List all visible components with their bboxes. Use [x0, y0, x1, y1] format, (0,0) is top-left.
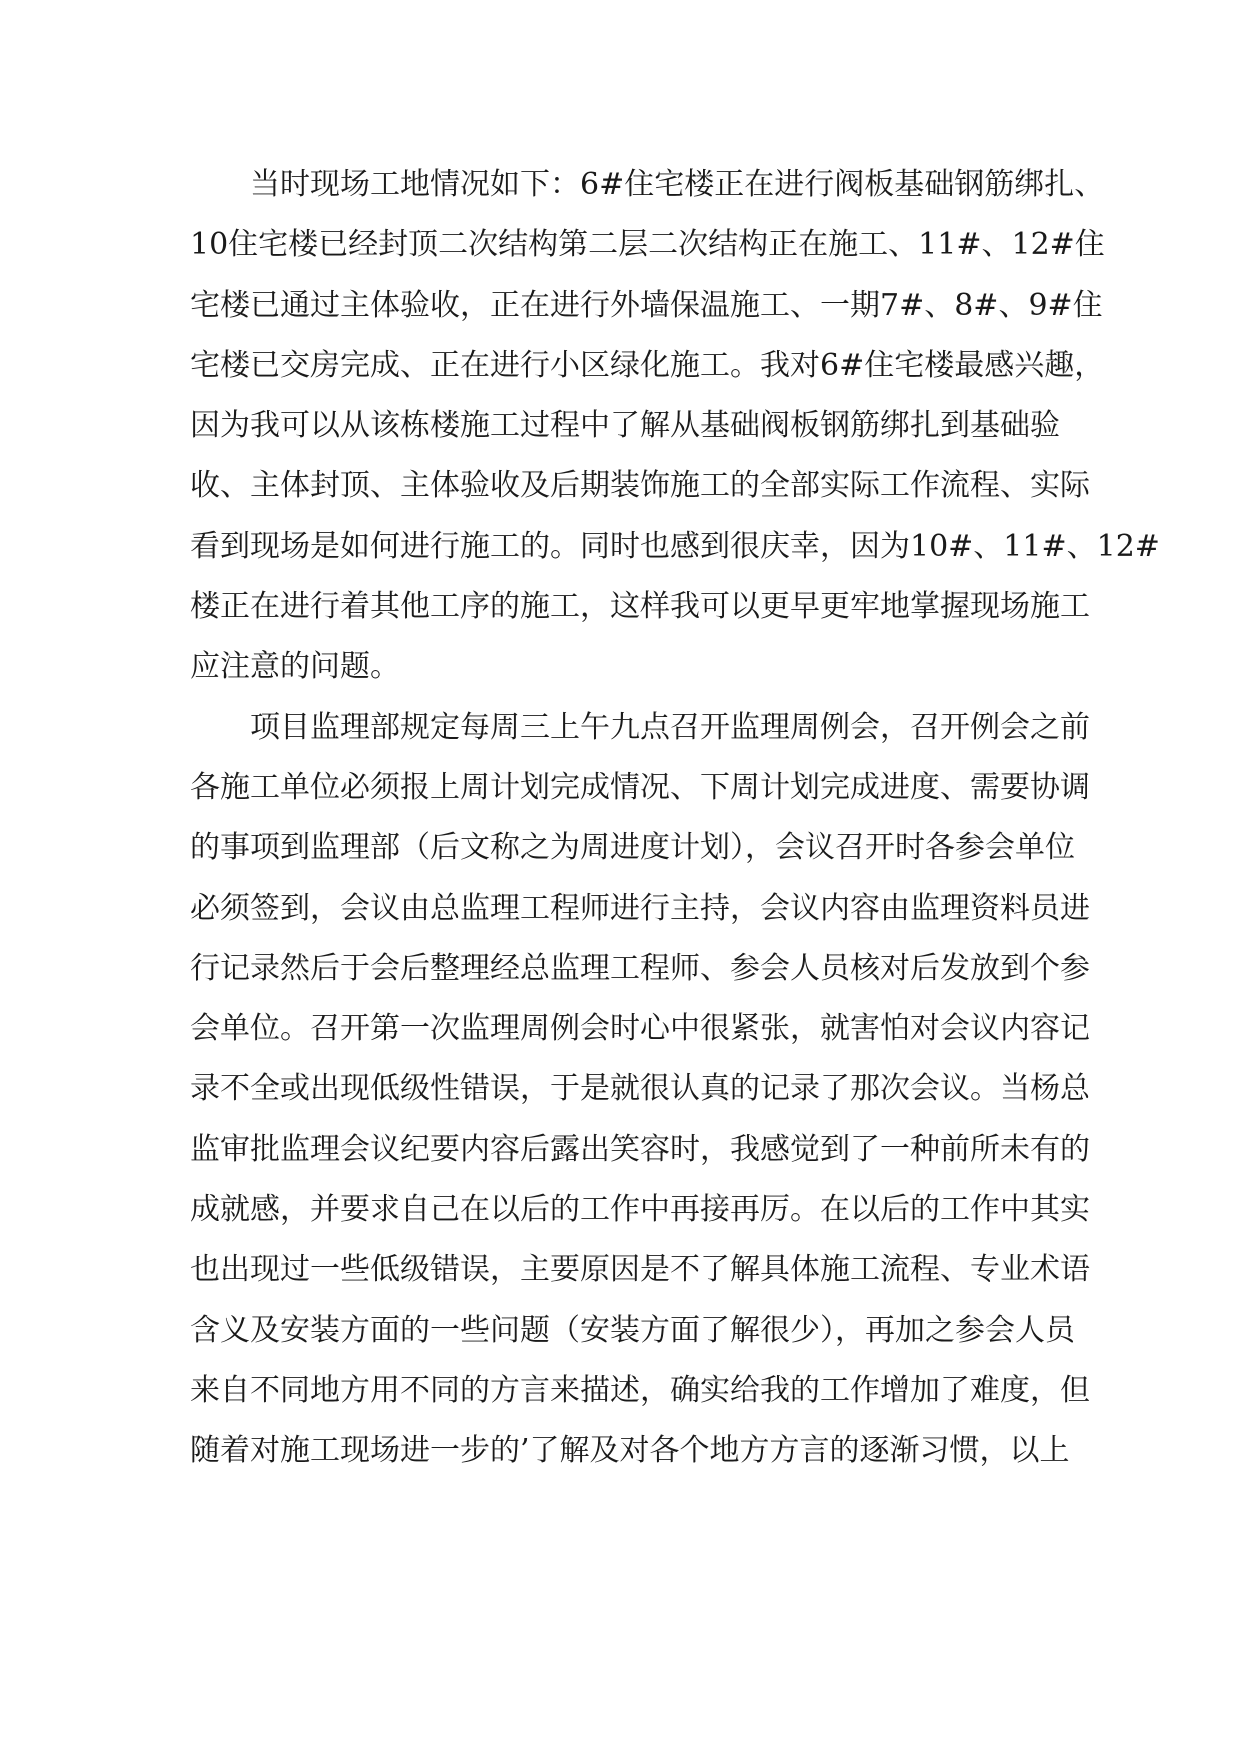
text-line: 来自不同地方用不同的方言来描述，确实给我的工作增加了难度，但 — [190, 1372, 1090, 1408]
text-line: 10住宅楼已经封顶二次结构第二层二次结构正在施工、11#、12#住 — [190, 227, 1105, 263]
text-line: 宅楼已通过主体验收，正在进行外墙保温施工、一期7#、8#、9#住 — [190, 287, 1103, 323]
text-line: 会单位。召开第一次监理周例会时心中很紧张，就害怕对会议内容记 — [190, 1011, 1090, 1047]
text-line: 成就感，并要求自己在以后的工作中再接再厉。在以后的工作中其实 — [190, 1192, 1090, 1228]
body-text — [190, 155, 1160, 1482]
text-line: 监审批监理会议纪要内容后露出笑容时，我感觉到了一种前所未有的 — [190, 1131, 1090, 1167]
text-line: 各施工单位必须报上周计划完成情况、下周计划完成进度、需要协调 — [190, 769, 1090, 805]
paragraph-site-conditions — [190, 155, 1160, 698]
text-line: 因为我可以从该栋楼施工过程中了解从基础阀板钢筋绑扎到基础验 — [190, 408, 1060, 444]
text-line: 应注意的问题。 — [190, 649, 400, 685]
text-line: 项目监理部规定每周三上午九点召开监理周例会，召开例会之前 — [250, 709, 1090, 745]
text-line: 含义及安装方面的一些问题（安装方面了解很少），再加之参会人员 — [190, 1312, 1075, 1348]
text-line: 楼正在进行着其他工序的施工，这样我可以更早更牢地掌握现场施工 — [190, 589, 1090, 625]
text-line: 当时现场工地情况如下：6#住宅楼正在进行阀板基础钢筋绑扎、 — [250, 167, 1105, 202]
paragraph-weekly-meeting — [190, 698, 1090, 1482]
text-line: 收、主体封顶、主体验收及后期装饰施工的全部实际工作流程、实际 — [190, 468, 1090, 504]
text-line: 必须签到，会议由总监理工程师进行主持，会议内容由监理资料员进 — [190, 890, 1090, 926]
text-line: 录不全或出现低级性错误，于是就很认真的记录了那次会议。当杨总 — [190, 1071, 1090, 1107]
text-line: 行记录然后于会后整理经总监理工程师、参会人员核对后发放到个参 — [190, 950, 1090, 986]
text-line: 的事项到监理部（后文称之为周进度计划），会议召开时各参会单位 — [190, 830, 1075, 866]
text-line: 宅楼已交房完成、正在进行小区绿化施工。我对6#住宅楼最感兴趣， — [190, 347, 1105, 383]
text-line: 也出现过一些低级错误，主要原因是不了解具体施工流程、专业术语 — [190, 1252, 1090, 1288]
text-line: 看到现场是如何进行施工的。同时也感到很庆幸，因为10#、11#、12# — [190, 528, 1160, 564]
text-line: 随着对施工现场进一步的’了解及对各个地方方言的逐渐习惯，以上 — [190, 1433, 1070, 1469]
